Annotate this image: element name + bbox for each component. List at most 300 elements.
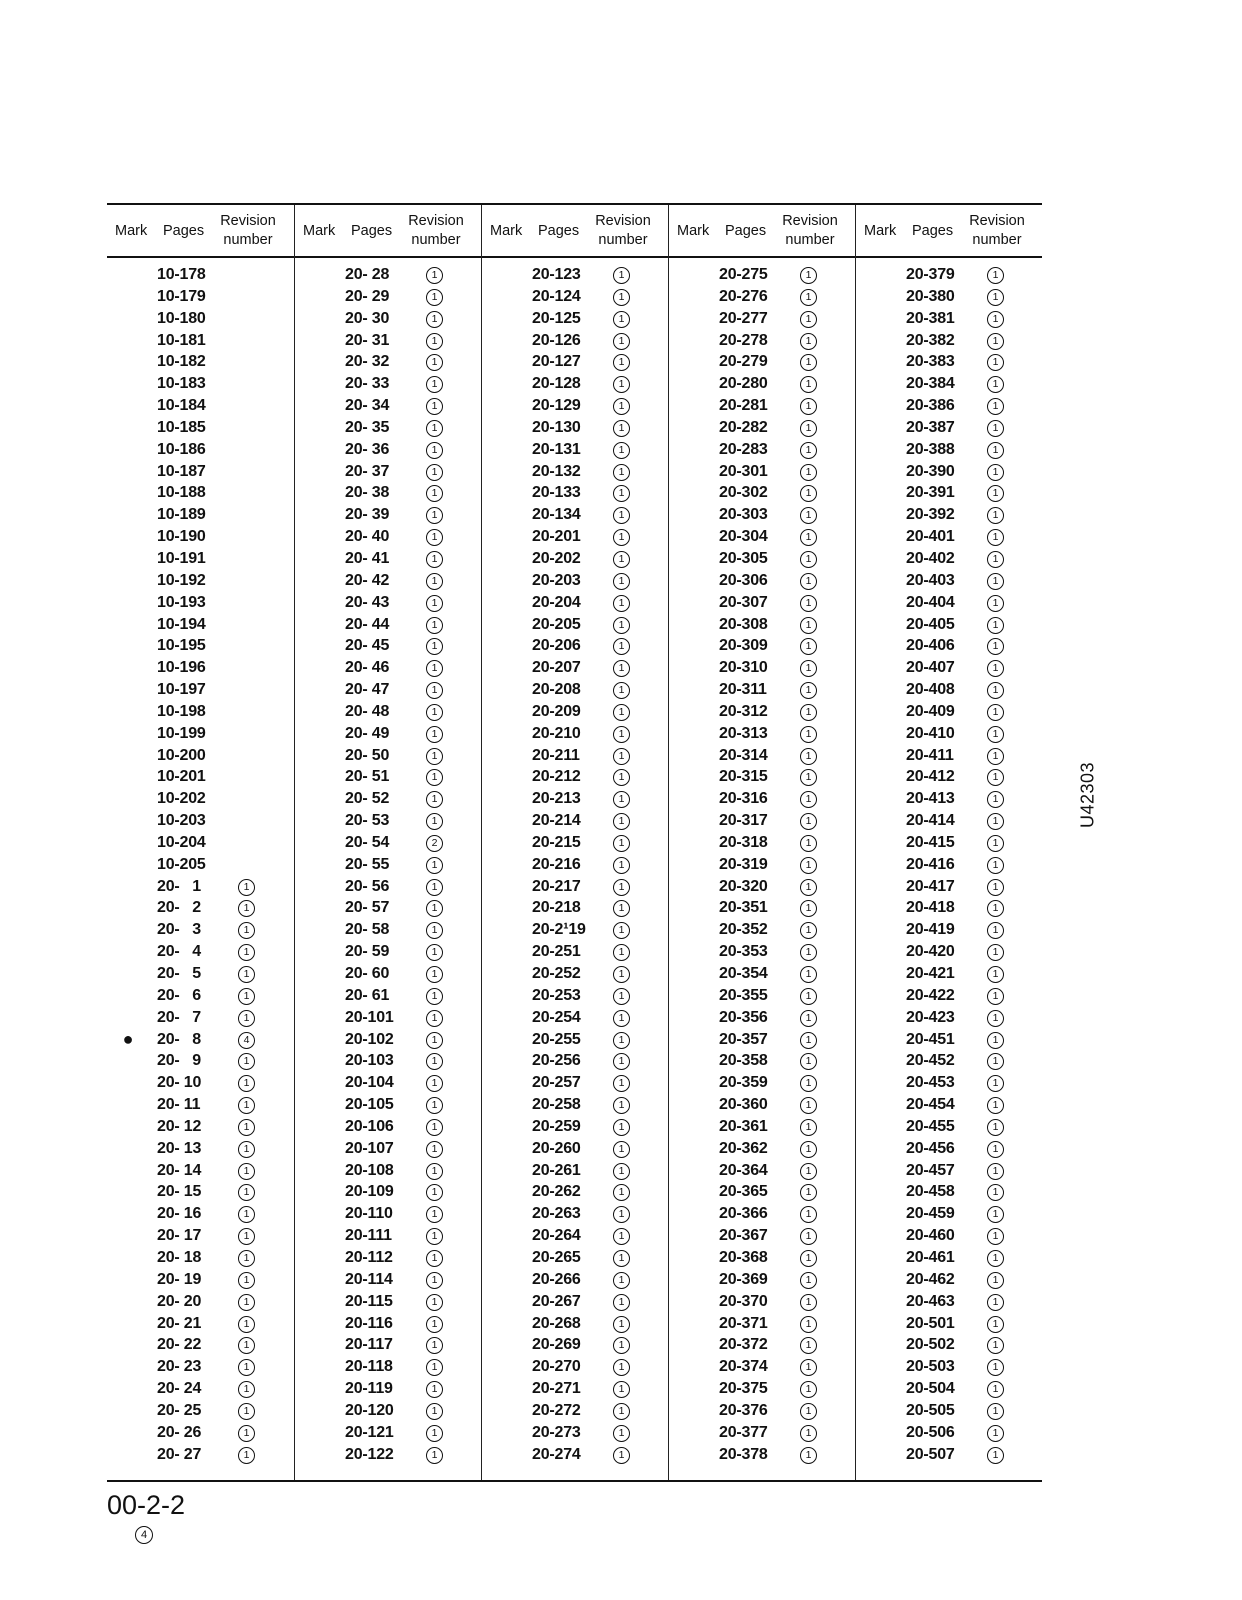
revision-number-circle: 1 — [613, 944, 630, 961]
header-pages: Pages — [725, 223, 767, 239]
column-header — [669, 205, 855, 258]
revision-number-circle: 1 — [426, 376, 443, 393]
revision-number-circle: 1 — [613, 1316, 630, 1333]
page-number-cell: 20-106 — [345, 1117, 394, 1135]
page-number-cell: 20-128 — [532, 375, 581, 393]
revision-number-circle: 1 — [238, 1316, 255, 1333]
table-row — [669, 482, 855, 504]
table-row — [856, 876, 1042, 898]
revision-number-circle: 1 — [238, 1228, 255, 1245]
page-number-cell: 20-272 — [532, 1401, 581, 1419]
revision-number-circle: 1 — [426, 485, 443, 502]
page-number-cell: 20- 59 — [345, 943, 390, 961]
revision-number-circle: 1 — [987, 1316, 1004, 1333]
table-row — [856, 592, 1042, 614]
revision-number-circle: 1 — [426, 507, 443, 524]
revision-number-circle: 1 — [613, 529, 630, 546]
revision-number-circle: 1 — [426, 1447, 443, 1464]
table-row — [107, 1029, 294, 1051]
revision-number-circle: 1 — [800, 835, 817, 852]
revision-number-circle: 1 — [613, 1250, 630, 1267]
page-number-cell: 10-203 — [157, 812, 206, 830]
header-revision-line2: number — [972, 232, 1022, 248]
table-row — [295, 701, 481, 723]
table-row — [107, 985, 294, 1007]
revision-number-circle: 1 — [613, 617, 630, 634]
table-column — [481, 205, 668, 1480]
page-number-cell: 20- 33 — [345, 375, 390, 393]
table-row — [669, 264, 855, 286]
table-row — [107, 788, 294, 810]
revision-number-circle: 1 — [800, 529, 817, 546]
page-number-cell: 20- 29 — [345, 287, 390, 305]
page-number-cell: 20-282 — [719, 418, 768, 436]
revision-number-circle: 1 — [426, 944, 443, 961]
table-row — [482, 897, 668, 919]
revision-number-circle: 1 — [238, 1250, 255, 1267]
page-number-cell: 20-311 — [719, 681, 767, 699]
table-row — [295, 395, 481, 417]
table-row — [669, 351, 855, 373]
page-number-cell: 20-386 — [906, 397, 955, 415]
page-number-cell: 20- 54 — [345, 833, 390, 851]
revision-number-circle: 1 — [238, 966, 255, 983]
revision-number-circle: 1 — [987, 617, 1004, 634]
page-number-cell: 20- 8 — [157, 1030, 201, 1048]
page-number-cell: 20-213 — [532, 790, 581, 808]
page-number-cell: 20-454 — [906, 1096, 955, 1114]
page-number-cell: 20-361 — [719, 1117, 768, 1135]
page-number-cell: 20-362 — [719, 1139, 768, 1157]
revision-number-circle: 1 — [800, 638, 817, 655]
revision-number-circle: 1 — [238, 1053, 255, 1070]
page-number-cell: 20- 39 — [345, 506, 390, 524]
table-row — [669, 1444, 855, 1466]
revision-number-circle: 1 — [987, 1097, 1004, 1114]
table-row — [669, 286, 855, 308]
revision-number-circle: 1 — [987, 1163, 1004, 1180]
table-row — [669, 1291, 855, 1313]
table-row — [107, 897, 294, 919]
page-number-cell: 20-413 — [906, 790, 955, 808]
table-row — [295, 832, 481, 854]
page-number-cell: 20-376 — [719, 1401, 768, 1419]
page-number-cell: 20- 4 — [157, 943, 201, 961]
page-number-cell: 20-315 — [719, 768, 768, 786]
table-row — [669, 504, 855, 526]
page-number-cell: 20- 3 — [157, 921, 201, 939]
table-row — [295, 1334, 481, 1356]
revision-number-circle: 1 — [238, 1097, 255, 1114]
page-number-cell: 20-217 — [532, 877, 581, 895]
table-row — [295, 1138, 481, 1160]
table-row — [295, 482, 481, 504]
table-row — [856, 745, 1042, 767]
table-row — [856, 1269, 1042, 1291]
page-number-cell: 20-126 — [532, 331, 581, 349]
table-row — [295, 1007, 481, 1029]
revision-number-circle: 1 — [987, 704, 1004, 721]
table-row — [669, 308, 855, 330]
page-number-cell: 20-358 — [719, 1052, 768, 1070]
table-row — [669, 1072, 855, 1094]
table-row — [295, 876, 481, 898]
page-number-cell: 20-278 — [719, 331, 768, 349]
table-row — [107, 941, 294, 963]
revision-table — [107, 203, 1042, 1482]
table-row — [482, 1247, 668, 1269]
revision-number-circle: 1 — [800, 944, 817, 961]
page-number-cell: 10-185 — [157, 418, 206, 436]
revision-number-circle: 1 — [426, 595, 443, 612]
revision-number-circle: 1 — [987, 1403, 1004, 1420]
table-row — [669, 1203, 855, 1225]
page-number-cell: 20- 15 — [157, 1183, 202, 1201]
table-row — [669, 1422, 855, 1444]
table-row — [295, 1072, 481, 1094]
revision-number-circle: 1 — [613, 704, 630, 721]
page-number-cell: 20-205 — [532, 615, 581, 633]
table-row — [669, 745, 855, 767]
page-number-cell: 20-210 — [532, 724, 581, 742]
page-number-cell: 20-379 — [906, 266, 955, 283]
revision-number-circle: 1 — [987, 595, 1004, 612]
page-number-cell: 20-209 — [532, 702, 581, 720]
page-number-cell: 20-120 — [345, 1401, 394, 1419]
table-row — [482, 1225, 668, 1247]
revision-number-circle: 1 — [613, 354, 630, 371]
page-number-cell: 20- 22 — [157, 1336, 202, 1354]
page-number-cell: 20-414 — [906, 812, 955, 830]
page-number-cell: 20- 17 — [157, 1227, 202, 1245]
page-number-cell: 20-374 — [719, 1358, 768, 1376]
revision-number-circle: 1 — [426, 966, 443, 983]
revision-number-circle: 1 — [987, 791, 1004, 808]
revision-number-circle: 1 — [613, 311, 630, 328]
table-column — [107, 205, 294, 1480]
revision-number-circle: 1 — [426, 420, 443, 437]
table-row — [856, 286, 1042, 308]
revision-number-circle: 1 — [800, 988, 817, 1005]
revision-number-circle: 1 — [426, 726, 443, 743]
revision-number-circle: 1 — [987, 1359, 1004, 1376]
page-number-cell: 20-102 — [345, 1030, 394, 1048]
revision-number-circle: 1 — [800, 507, 817, 524]
page-number-cell: 20-107 — [345, 1139, 394, 1157]
page-number-cell: 20-259 — [532, 1117, 581, 1135]
table-row — [107, 1334, 294, 1356]
page-number-cell: 20-404 — [906, 593, 955, 611]
table-row — [856, 1400, 1042, 1422]
header-revision-line1: Revision — [969, 213, 1025, 229]
document-code: U42303 — [1077, 761, 1098, 829]
revision-number-circle: 1 — [426, 617, 443, 634]
page-number-cell: 20-504 — [906, 1380, 955, 1398]
table-row — [295, 810, 481, 832]
table-row — [856, 330, 1042, 352]
page-number-cell: 20-125 — [532, 309, 581, 327]
page-number-cell: 20-506 — [906, 1423, 955, 1441]
revision-number-circle: 1 — [613, 289, 630, 306]
revision-number-circle: 1 — [426, 398, 443, 415]
page-number-cell: 20- 46 — [345, 659, 390, 677]
revision-number-circle: 1 — [800, 1032, 817, 1049]
revision-number-circle: 1 — [613, 507, 630, 524]
revision-number-circle: 1 — [613, 1184, 630, 1201]
page-number-cell: 20-313 — [719, 724, 768, 742]
table-row — [856, 985, 1042, 1007]
table-row — [856, 417, 1042, 439]
revision-number-circle: 1 — [613, 726, 630, 743]
revision-number-circle: 1 — [987, 726, 1004, 743]
table-row — [295, 854, 481, 876]
revision-number-circle: 1 — [987, 638, 1004, 655]
table-row — [856, 373, 1042, 395]
table-row — [856, 788, 1042, 810]
page-number-cell: 20-202 — [532, 549, 581, 567]
revision-number-circle: 1 — [800, 660, 817, 677]
revision-number-circle: 1 — [800, 442, 817, 459]
revision-number-circle: 1 — [426, 529, 443, 546]
page-number-cell: 20-257 — [532, 1074, 581, 1092]
page-number-cell: 20-458 — [906, 1183, 955, 1201]
table-row — [295, 614, 481, 636]
header-pages: Pages — [163, 223, 205, 239]
revision-number-circle: 1 — [987, 1010, 1004, 1027]
table-row — [295, 963, 481, 985]
table-row — [856, 963, 1042, 985]
revision-number-circle: 1 — [987, 1184, 1004, 1201]
table-row — [107, 286, 294, 308]
table-row — [107, 482, 294, 504]
page-revision-circle: 4 — [135, 1526, 153, 1544]
table-row — [856, 1007, 1042, 1029]
table-row — [107, 876, 294, 898]
revision-number-circle: 1 — [613, 333, 630, 350]
header-revision — [216, 212, 280, 250]
table-row — [482, 941, 668, 963]
table-row — [856, 1094, 1042, 1116]
revision-number-circle: 1 — [987, 1294, 1004, 1311]
revision-number-circle: 1 — [800, 1337, 817, 1354]
page-number-cell: 20-453 — [906, 1074, 955, 1092]
revision-number-circle: 1 — [987, 573, 1004, 590]
page-number-cell: 20-420 — [906, 943, 955, 961]
revision-number-circle: 1 — [426, 1141, 443, 1158]
page-number-cell: 20-371 — [719, 1314, 768, 1332]
revision-number-circle: 1 — [800, 1097, 817, 1114]
revision-number-circle: 1 — [613, 1119, 630, 1136]
table-row — [669, 788, 855, 810]
table-row — [856, 635, 1042, 657]
table-row — [482, 745, 668, 767]
header-revision — [404, 212, 468, 250]
table-row — [295, 788, 481, 810]
page-number-cell: 20- 44 — [345, 615, 390, 633]
table-row — [107, 1160, 294, 1182]
table-column — [855, 205, 1042, 1480]
table-row — [295, 1247, 481, 1269]
page-number-cell: 20-256 — [532, 1052, 581, 1070]
table-row — [107, 1378, 294, 1400]
page-number-cell: 20-405 — [906, 615, 955, 633]
table-row — [482, 1313, 668, 1335]
revision-number-circle: 1 — [426, 1206, 443, 1223]
page-number-cell: 20- 32 — [345, 353, 390, 371]
revision-number-circle: 1 — [800, 1075, 817, 1092]
table-row — [295, 1181, 481, 1203]
table-row — [107, 395, 294, 417]
page-number-cell: 20-252 — [532, 965, 581, 982]
revision-number-circle: 1 — [800, 879, 817, 896]
page-number-cell: 20-387 — [906, 418, 955, 436]
header-revision — [591, 212, 655, 250]
table-row — [107, 570, 294, 592]
table-row — [856, 919, 1042, 941]
page-number-cell: 20-111 — [345, 1227, 392, 1245]
revision-number-circle: 1 — [426, 1381, 443, 1398]
page-number-cell: 20- 31 — [345, 331, 390, 349]
table-row — [482, 395, 668, 417]
revision-number-circle: 1 — [426, 682, 443, 699]
page-number-cell: 20- 11 — [157, 1096, 201, 1114]
table-row — [295, 504, 481, 526]
page-number-cell: 10-178 — [157, 266, 206, 283]
page-number-cell: 20- 13 — [157, 1139, 202, 1157]
revision-number-circle: 1 — [987, 1250, 1004, 1267]
revision-number-circle: 1 — [426, 464, 443, 481]
page-number-cell: 20-415 — [906, 833, 955, 851]
table-row — [856, 1247, 1042, 1269]
revision-number-circle: 1 — [987, 1053, 1004, 1070]
revision-number-circle: 1 — [800, 682, 817, 699]
page-number-cell: 20-304 — [719, 528, 768, 546]
page-number-cell: 20- 50 — [345, 746, 390, 764]
page-number-cell: 20-366 — [719, 1205, 768, 1223]
page-number-cell: 20-260 — [532, 1139, 581, 1157]
page-number-cell: 20-390 — [906, 462, 955, 480]
table-row — [669, 657, 855, 679]
page-number-cell: 20-265 — [532, 1248, 581, 1266]
table-row — [107, 635, 294, 657]
table-row — [669, 635, 855, 657]
table-row — [669, 1160, 855, 1182]
page-number-cell: 10-184 — [157, 397, 206, 415]
page-number-cell: 20-455 — [906, 1117, 955, 1135]
revision-number-circle: 1 — [800, 376, 817, 393]
revision-number-circle: 1 — [800, 595, 817, 612]
page-number-cell: 20-251 — [532, 943, 581, 961]
revision-number-circle: 1 — [987, 485, 1004, 502]
table-row — [295, 657, 481, 679]
page-number-cell: 20-264 — [532, 1227, 581, 1245]
revision-number-circle: 1 — [800, 1206, 817, 1223]
page-number-cell: 20- 57 — [345, 899, 390, 917]
revision-number-circle: 1 — [987, 1141, 1004, 1158]
table-row — [295, 1203, 481, 1225]
page-number-cell: 20- 16 — [157, 1205, 202, 1223]
page-number-cell: 20-305 — [719, 549, 768, 567]
page-number-cell: 10-183 — [157, 375, 206, 393]
table-row — [295, 1422, 481, 1444]
page-number-cell: 20- 51 — [345, 768, 390, 786]
page-number-cell: 20-273 — [532, 1423, 581, 1441]
page-number-cell: 10-196 — [157, 659, 206, 677]
revision-number-circle: 1 — [426, 1184, 443, 1201]
page-number-cell: 10-186 — [157, 440, 206, 458]
table-row — [669, 723, 855, 745]
page-number-cell: 20-353 — [719, 943, 768, 961]
table-row — [295, 1313, 481, 1335]
table-row — [669, 1029, 855, 1051]
revision-number-circle: 1 — [800, 573, 817, 590]
revision-number-circle: 1 — [800, 1053, 817, 1070]
revision-number-circle: 1 — [613, 660, 630, 677]
table-row — [856, 1225, 1042, 1247]
revision-number-circle: 1 — [800, 1294, 817, 1311]
page-number-cell: 20-274 — [532, 1445, 581, 1463]
page-number-cell: 20- 2 — [157, 899, 201, 917]
table-row — [856, 1160, 1042, 1182]
header-revision-line1: Revision — [408, 213, 464, 229]
table-row — [482, 548, 668, 570]
revision-number-circle: 1 — [238, 1337, 255, 1354]
page-number-cell: 20-392 — [906, 506, 955, 524]
table-row — [482, 1400, 668, 1422]
table-row — [669, 919, 855, 941]
page-number-cell: 20-283 — [719, 440, 768, 458]
page-number-cell: 20-307 — [719, 593, 768, 611]
revision-number-circle: 1 — [613, 638, 630, 655]
revision-number-circle: 1 — [613, 1359, 630, 1376]
revision-number-circle: 1 — [987, 1447, 1004, 1464]
revision-number-circle: 1 — [426, 922, 443, 939]
revision-number-circle: 1 — [613, 1097, 630, 1114]
table-row — [107, 461, 294, 483]
table-row — [295, 548, 481, 570]
page-number-cell: 10-200 — [157, 746, 206, 764]
page-number-cell: 20-360 — [719, 1096, 768, 1114]
table-row — [107, 417, 294, 439]
revision-number-circle: 1 — [238, 1075, 255, 1092]
page-number-cell: 20-258 — [532, 1096, 581, 1114]
revision-number-circle: 1 — [987, 267, 1004, 284]
revision-number-circle: 1 — [238, 1163, 255, 1180]
table-row — [107, 1400, 294, 1422]
revision-number-circle: 1 — [613, 1141, 630, 1158]
header-revision-line1: Revision — [782, 213, 838, 229]
table-row — [482, 963, 668, 985]
page-number-cell: 10-198 — [157, 702, 206, 720]
page-number-cell: 20-460 — [906, 1227, 955, 1245]
table-row — [107, 1203, 294, 1225]
page-number-cell: 20-104 — [345, 1074, 394, 1092]
revision-number-circle: 1 — [987, 1337, 1004, 1354]
revision-number-circle: 1 — [426, 551, 443, 568]
table-row — [856, 1356, 1042, 1378]
revision-number-circle: 1 — [987, 966, 1004, 983]
table-row — [107, 592, 294, 614]
table-row — [107, 1138, 294, 1160]
revision-number-circle: 1 — [426, 638, 443, 655]
header-mark: Mark — [864, 223, 897, 239]
table-row — [295, 286, 481, 308]
page-number-cell: 20-214 — [532, 812, 581, 830]
revision-number-circle: 1 — [613, 682, 630, 699]
table-row — [482, 570, 668, 592]
page-number-cell: 20- 56 — [345, 877, 390, 895]
table-row — [107, 1094, 294, 1116]
